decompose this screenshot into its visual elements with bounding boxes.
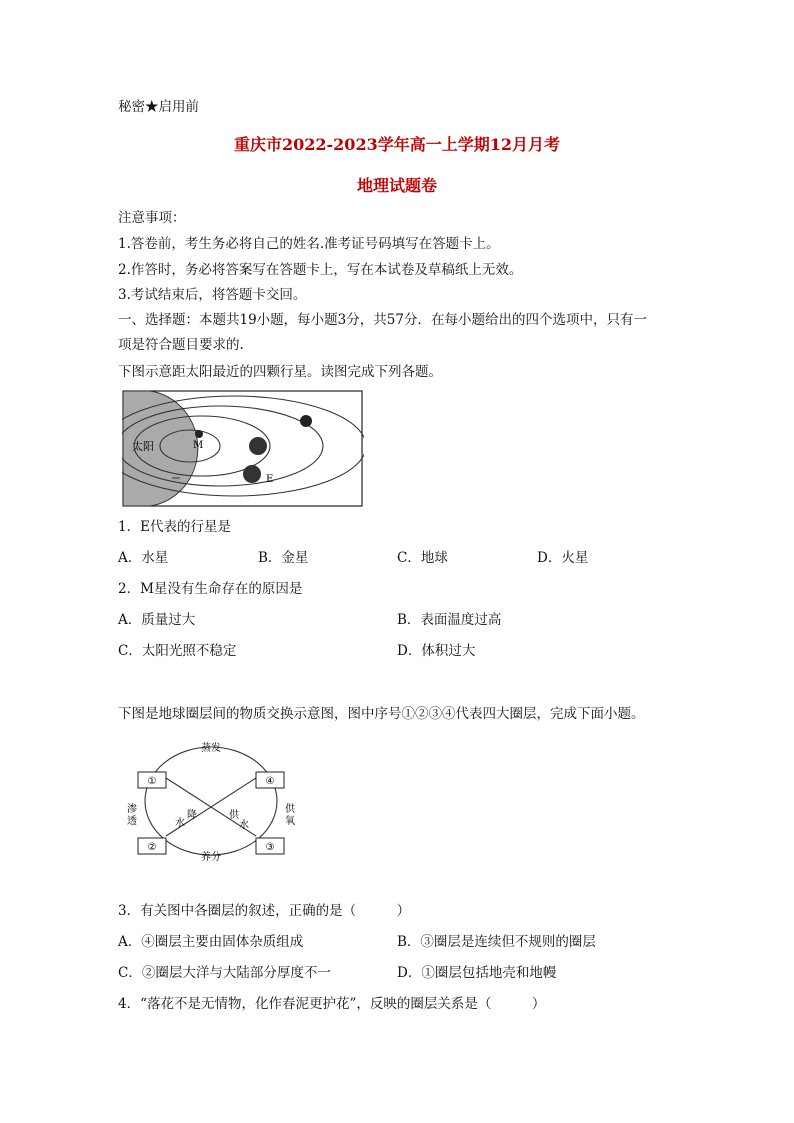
q3-option-c: C．②圈层大洋与大陆部分厚度不一 <box>118 965 331 981</box>
label-right-a: 供 <box>285 804 295 815</box>
label-nutrients: 养分 <box>201 852 221 862</box>
q2-text: 2．M星没有生命存在的原因是 <box>118 581 303 597</box>
q3-text: 3．有关图中各圈层的叙述，正确的是（ ） <box>118 903 411 919</box>
box-2-label: ② <box>147 842 157 853</box>
q3-option-b: B．③圈层是连续但不规则的圈层 <box>397 934 596 950</box>
q1-text: 1．E代表的行星是 <box>118 519 231 535</box>
notice-item: 2.作答时，务必将答案写在答题卡上，写在本试卷及草稿纸上无效。 <box>118 262 523 278</box>
label-mid-right-a: 供 <box>229 810 239 821</box>
section-intro: 项是符合题目要求的. <box>118 337 244 353</box>
q2-option-b: B．表面温度过高 <box>397 612 502 628</box>
label-mid-left-b: 降 <box>187 810 197 821</box>
exam-title: 重庆市2022-2023学年高一上学期12月月考 <box>234 135 560 154</box>
planet-orbit-figure <box>122 390 364 508</box>
notice-heading: 注意事项： <box>118 210 186 226</box>
q4-text: 4．“落花不是无情物，化作春泥更护花”，反映的圈层关系是（ ） <box>118 996 546 1012</box>
secret-mark: 秘密★启用前 <box>118 99 199 115</box>
q2-option-a: A．质量过大 <box>118 612 196 628</box>
e-label: E <box>266 474 274 485</box>
planet-4 <box>300 415 312 427</box>
label-mid-left-a: 水 <box>175 818 185 829</box>
q1-option-a: A．水星 <box>118 550 169 566</box>
planet-2 <box>249 437 267 455</box>
q1-option-b: B．金星 <box>258 550 309 566</box>
planet-m <box>195 430 203 438</box>
q2-option-c: C．太阳光照不稳定 <box>118 643 237 659</box>
q1-option-d: D．火星 <box>537 550 589 566</box>
label-evaporation: 蒸发 <box>201 743 221 754</box>
label-mid-right-b: 水 <box>239 820 249 831</box>
section-intro: 一、选择题：本题共19小题，每小题3分，共57分．在每小题给出的四个选项中，只有一 <box>118 312 647 328</box>
group1-stem: 下图示意距太阳最近的四颗行星。读图完成下列各题。 <box>118 364 442 380</box>
m-label: M <box>193 440 204 451</box>
sun-label: 太阳 <box>132 440 154 453</box>
label-left-a: 渗 <box>127 804 137 815</box>
planet-e <box>243 465 261 483</box>
exam-subtitle: 地理试题卷 <box>356 176 437 195</box>
notice-item: 1.答卷前，考生务必将自己的姓名.准考证号码填写在答题卡上。 <box>118 236 500 252</box>
q1-option-c: C．地球 <box>397 550 448 566</box>
q3-option-d: D．①圈层包括地壳和地幔 <box>397 965 557 981</box>
group2-stem: 下图是地球圈层间的物质交换示意图，图中序号①②③④代表四大圈层，完成下面小题。 <box>118 706 645 722</box>
box-3-label: ③ <box>265 842 275 853</box>
q3-option-a: A．④圈层主要由固体杂质组成 <box>118 934 304 950</box>
label-right-b: 氧 <box>285 816 295 827</box>
box-1-label: ① <box>147 776 157 787</box>
sphere-exchange-figure <box>124 738 298 862</box>
box-4-label: ④ <box>265 776 275 787</box>
notice-item: 3.考试结束后，将答题卡交回。 <box>118 287 307 303</box>
label-left-b: 透 <box>127 816 137 827</box>
q2-option-d: D．体积过大 <box>397 643 476 659</box>
